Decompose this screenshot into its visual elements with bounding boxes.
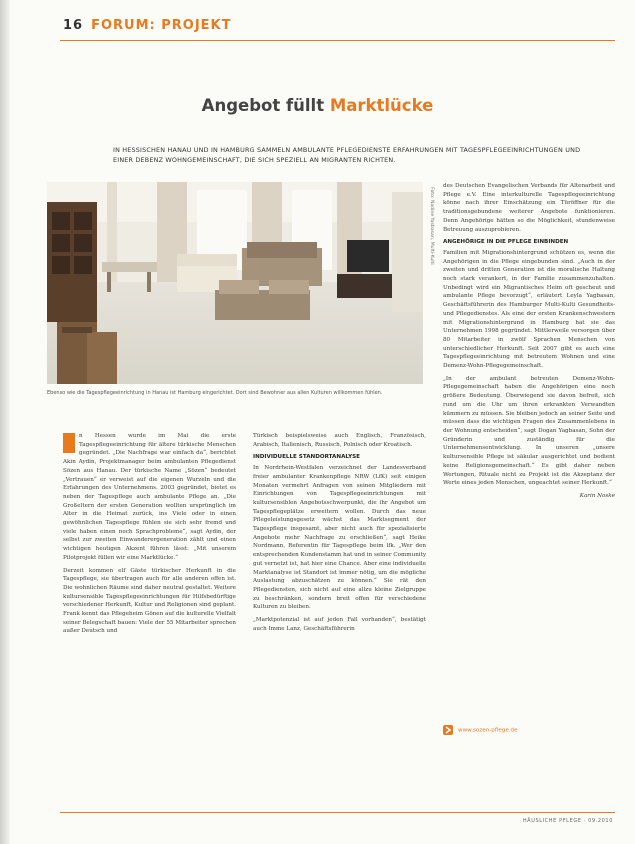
article-title (0, 96, 635, 115)
title-part-1: Angebot füllt (201, 96, 330, 115)
paragraph: „In der ambulant betreuten Demenz-Wohn-Pflegegemeinschaft haben die Angehörigen eine noch größere Bedeutung. Überwiegend sie davon befreit, sich rund um die Uhr um ihren erkrankten Verwandten kümmern zu müssen. Sie bleiben jedoch an seiner Seite und müssen dass die wichtigen Fragen des Zusammenlebens in der Wohnung entscheiden“, sagt Dogan Yagbasan, Sohn der Gründerin und zuständig für die Unternehmensentwicklung. In unseren „unsere kultursensible Pflege ist säkular ausgerichtet und bedient keine Religionsgemeinschaft.“ Es gibt daher neben Wertungen, Rituale nicht zu Projekt ist die Akzeptanz der Werte eines jeden Menschen, ungeachtet seiner Herkunft.“ (443, 375, 615, 487)
header-rule (60, 40, 615, 41)
paragraph: „Marktpotenzial ist auf jeden Fall vorhanden“, bestätigt auch Imme Lanz, Geschäftsführerin (253, 617, 426, 632)
paragraph: In Nordrhein-Westfalen verzeichnet der Landesverband freier ambulanter Krankenpflege NRW (LfK) seit einigen Monaten vermehrt Anfragen von seinen Mitgliedern mit Einrichtungen von Tagespflegeeinrichtungen mit kultursensiblen Angebotsschwerpunkt, die ihr Angebot um Tagespflegeplätze erweitern wollen. Durch das neue Pflegeleistungsgesetz wächst das Marktsegment der Tagespflege insgesamt, aber nicht auch für spezialisierte Angebote mehr Nachfrage zu erschließen“, sagt Heike Nordmann, Referentin für Tagespflege beim lfk. „Wer den entsprechenden Kundenstamm hat und in seiner Community gut vernetzt ist, hat hier eine Chance. Aber eine individuelle Marktanalyse ist Standort ist immer nötig, um die mögliche Auslastung abzuschätzen zu können.“ Sie rät den Pflegediensten, sich nicht auf eine allzu kleine Zielgruppe zu beschränken, sondern breit offen für verschiedene Kulturen zu bleiben. (253, 465, 426, 611)
living-room-photo (47, 182, 423, 384)
paragraph (63, 432, 236, 563)
photo-caption: Ebenso wie die Tagespflegeeinrichtung in Hanau ist Hamburg eingerichtet. Dort sind Bewohner aus allen Kulturen willkommen fühlen. (47, 390, 383, 396)
paragraph-text: n Hessen wurde im Mai die erste Tagespflegeeinrichtung für ältere türkische Menschen gegründet. „Die Nachfrage war einfach da“, berichtet Akin Aydin, Projektmanager beim ambulanten Pflegedienst Sözen aus Hanau. Der türkische Name „Sözen“ bedeutet „Vertrauen“ er verweist auf die eigenen Wurzeln und die Erfahrungen des Unternehmens. 2003 gegründet, bietet es neben der Tagespflege auch ambulante Pflege an. „Die Großeltern der ersten Generation wollten ursprünglich im Alter in die Heimat zurück, ins Viele oder in einen gewöhnlichen Tagespflege fühlen sie sich sehr fremd und viele haben einen noch Sprachprobleme“, sagt Aydin, der selbst zur zweiten Einwanderergeneration zählt und einen wichtigen heutigen Akzent führen lässt: „Mit unserem Pilotprojekt füllen wir eine Marktlücke.“ (63, 433, 236, 561)
article-photo (47, 182, 423, 384)
page-footer: HÄUSLICHE PFLEGE · 09.2010 (522, 818, 613, 824)
page-number: 16 (63, 18, 84, 33)
paragraph: des Deutschen Evangelischen Verbands für Altenarbeit und Pflege e.V. Eine interkulturelle Tagespflegeeinrichtung könne nach ihrer Einschätzung ein Türöffner für die traditionsgebundene weiterer Angebote funktionieren. Denn Angehörige hätten so die Möglichkeit, stundenweise Betreuung auszuprobieren. (443, 183, 615, 233)
page-header (63, 18, 232, 33)
text-column-2 (253, 432, 426, 812)
page-gutter-shadow (0, 0, 10, 844)
section-title: FORUM: PROJEKT (91, 18, 232, 33)
footer-rule (60, 812, 615, 813)
title-part-2: Marktlücke (329, 96, 434, 115)
paragraph: Familien mit Migrationshintergrund schützen es, wenn die Angehörigen in die Pflege eingebunden sind. „Auch in der zweiten und dritten Generation ist die moralische Haltung noch stark verankert, in der Familie zusammenzuhalten. Unbedingt wird ein Migrantisches Heim oft gescheut und ambulante Pflege bevorzugt“, erläutert Leyla Yagbasan, Geschäftsführerin des Hamburger Multi-Kulti Gesundheits- und Pflegedienstes. Als eine der ersten Krankenschwestern mit Migrationshintergrund in Hamburg hat sie das Unternehmen 1998 gegründet. Mittlerweile versorgen über 80 Mitarbeiter in zwölf Sprachen Menschen von unterschiedlicher Herkunft. Seit 2007 gibt es auch eine Tagespflegeeinrichtung mit betreutem Wohnen und eine Demenz-Wohn-Pflegegemeinschaft. (443, 249, 615, 370)
photo-credit: Foto: Nadine Yasbasan, Multi-Kulti (429, 187, 434, 265)
link-arrow-icon (443, 725, 453, 735)
drop-cap (63, 433, 75, 453)
web-link[interactable] (443, 725, 615, 737)
author-name: Karin Noske (579, 492, 615, 499)
article-lead: IN HESSISCHEN HANAU UND IN HAMBURG SAMMELN AMBULANTE PFLEGEDIENSTE ERFAHRUNGEN MIT TAGESPFLEGEEINRICHTUNGEN UND EINER DEBENZ WOHNGEMEINSCHAFT, DIE SICH SPEZIELL AN MIGRANTEN RICHTEN. (113, 146, 581, 164)
web-link-text[interactable]: www.sozen-pflege.de (458, 727, 518, 734)
text-column-3 (443, 182, 615, 712)
subheading: ANGEHÖRIGE IN DIE PFLEGE EINBINDEN (443, 239, 569, 246)
text-column-1 (63, 432, 236, 812)
paragraph: Derzeit kommen elf Gäste türkischer Herkunft in die Tagespflege, sie übertragen auch für alle anderen offen ist. Die wohnlichen Räume sind daher neutral gestaltet. Weitere kultursensible Tagespflegeeinrichtungen für Hilfsbedürftige verschiedener Herkunft, Kultur und Religionen sind geplant. Frank kennt das Pflegeheim Gönen auf die kulturelle Vielfalt seiner Belegschaft bauen: Viele der 55 Mitarbeiter sprechen außer Deutsch und (63, 567, 236, 635)
paragraph: Türkisch beispielsweise auch Englisch, Französisch, Arabisch, Italienisch, Russisch, Polnisch oder Kroatisch. (253, 433, 426, 448)
subheading: INDIVIDUELLE STANDORTANALYSE (253, 454, 360, 461)
